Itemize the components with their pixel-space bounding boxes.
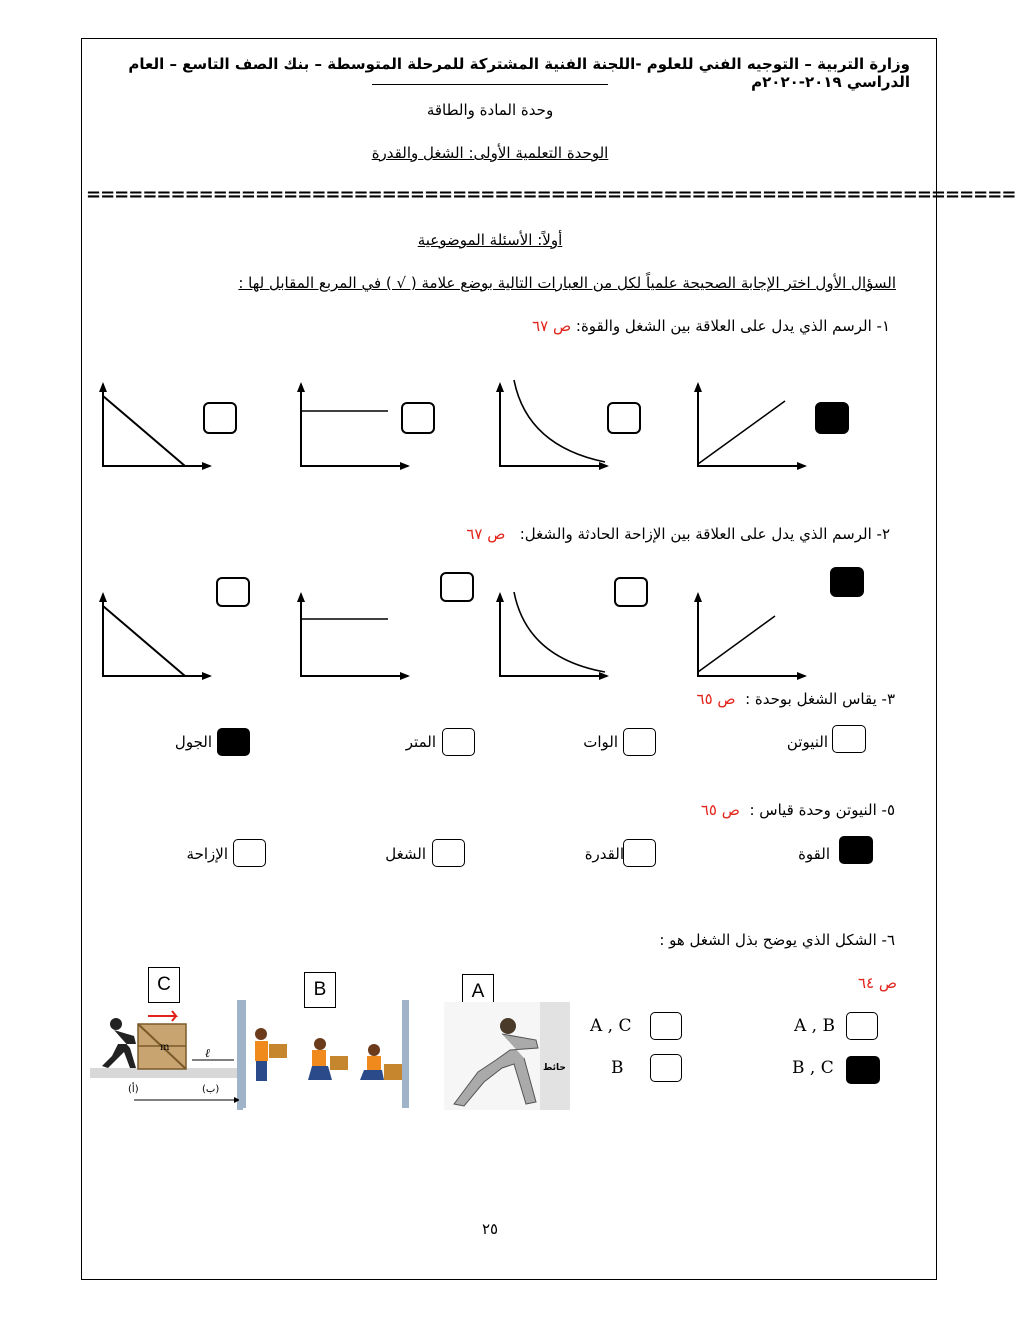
q2-question: ٢- الرسم الذي يدل على العلاقة بين الإزاحة الحادثة والشغل: [519,525,890,543]
q3-option-3-label: المتر [405,733,436,751]
q6-option-1-label: A , B [794,1016,835,1036]
point-a-label: (أ) [128,1084,139,1095]
q5-page-ref: ص ٦٥ [700,801,740,819]
figure-a-pushing-wall [444,1002,570,1110]
q3-text [560,690,895,708]
q2-graph-linear-increasing [685,586,815,686]
q6-option-3-label: B , C [792,1058,834,1078]
person-crouching [360,1044,402,1080]
figure-b-lifting-box [236,1000,414,1112]
q3-page-ref: ص ٦٥ [696,690,736,708]
q2-text [410,525,890,543]
q5-option-3-label: الشغل [385,845,426,863]
q1-option-3-checkbox[interactable] [401,402,435,434]
header-divider [372,84,608,85]
q2-graph-decreasing-curve [487,586,617,686]
point-b-label: (ب) [202,1084,220,1095]
q3-question: ٣- يقاس الشغل بوحدة : [745,690,895,708]
q1-option-2-checkbox[interactable] [607,402,641,434]
q1-graph-linear-increasing [685,376,815,476]
separator-line: ================================================================== [86,184,1016,205]
q1-graph-linear-decreasing [90,376,220,476]
q3-option-2-label: الوات [583,733,618,751]
q1-page-ref: ص ٦٧ [532,317,572,335]
q6-question: ٦- الشكل الذي يوضح بذل الشغل هو : [659,931,895,949]
q2-option-1-checkbox-checked[interactable] [830,567,864,597]
figure-c-pushing-crate [90,1000,245,1112]
question-instruction: السؤال الأول اختر الإجابة الصحيحة علمياً لكل من العبارات التالية بوضع علامة ( √ ) في المربع المقابل لها : [238,274,896,292]
q6-option-2-checkbox[interactable] [650,1012,682,1040]
figure-label-c: C [148,967,180,1003]
q6-option-1-checkbox[interactable] [846,1012,878,1040]
q3-option-1-label: النيوتن [786,733,828,751]
q2-graph-horizontal [288,586,418,686]
header-title: وزارة التربية – التوجيه الفني للعلوم -اللجنة الفنية المشتركة للمرحلة المتوسطة – بنك الصف التاسع – العام الدراسي ٢٠١٩-٢٠٢٠م [128,55,910,91]
q6-option-3-checkbox-checked[interactable] [846,1056,880,1084]
q2-option-4-checkbox[interactable] [216,577,250,607]
q3-option-4-checkbox-checked[interactable] [217,728,250,756]
q1-graph-decreasing-curve [487,376,617,476]
q3-option-1-checkbox[interactable] [832,725,866,753]
q1-question: ١- الرسم الذي يدل على العلاقة بين الشغل والقوة: [575,317,890,335]
crate-mass-label: m [160,1042,170,1053]
q1-option-1-checkbox-checked[interactable] [815,402,849,434]
q6-option-4-checkbox[interactable] [650,1054,682,1082]
q2-page-ref: ص ٦٧ [466,525,506,543]
q2-option-3-checkbox[interactable] [440,572,474,602]
q5-option-4-label: الإزاحة [186,845,228,863]
q3-option-4-label: الجول [174,733,212,751]
q3-option-3-checkbox[interactable] [442,728,475,756]
wall-label: حائط [543,1063,566,1073]
q5-text [560,801,895,819]
figure-label-a: A [462,974,494,1010]
section-title: أولاً: الأسئلة الموضوعية [417,231,563,249]
q6-page-ref: ص ٦٤ [857,974,897,992]
person-standing [255,1028,287,1081]
q1-option-4-checkbox[interactable] [203,402,237,434]
q5-option-1-label: القوة [798,845,830,863]
q5-option-2-label: القدرة [584,845,624,863]
q5-option-1-checkbox-checked[interactable] [839,836,873,864]
q6-option-4-label: B [611,1058,624,1078]
q2-option-2-checkbox[interactable] [614,577,648,607]
person-bending [308,1038,348,1080]
q6-option-2-label: A , C [590,1016,632,1036]
q2-graph-linear-decreasing [90,586,220,686]
length-label: ℓ [205,1046,210,1060]
figure-label-b: B [304,972,336,1008]
q5-option-3-checkbox[interactable] [432,839,465,867]
lesson-title: الوحدة التعلمية الأولى: الشغل والقدرة [371,144,609,162]
q5-option-4-checkbox[interactable] [233,839,266,867]
q5-question: ٥- النيوتن وحدة قياس : [749,801,895,819]
unit-title: وحدة المادة والطاقة [426,101,554,119]
q3-option-2-checkbox[interactable] [623,728,656,756]
q1-text [420,317,890,335]
q5-option-2-checkbox[interactable] [623,839,656,867]
page-number: ٢٥ [481,1220,499,1238]
q1-graph-horizontal [288,376,418,476]
